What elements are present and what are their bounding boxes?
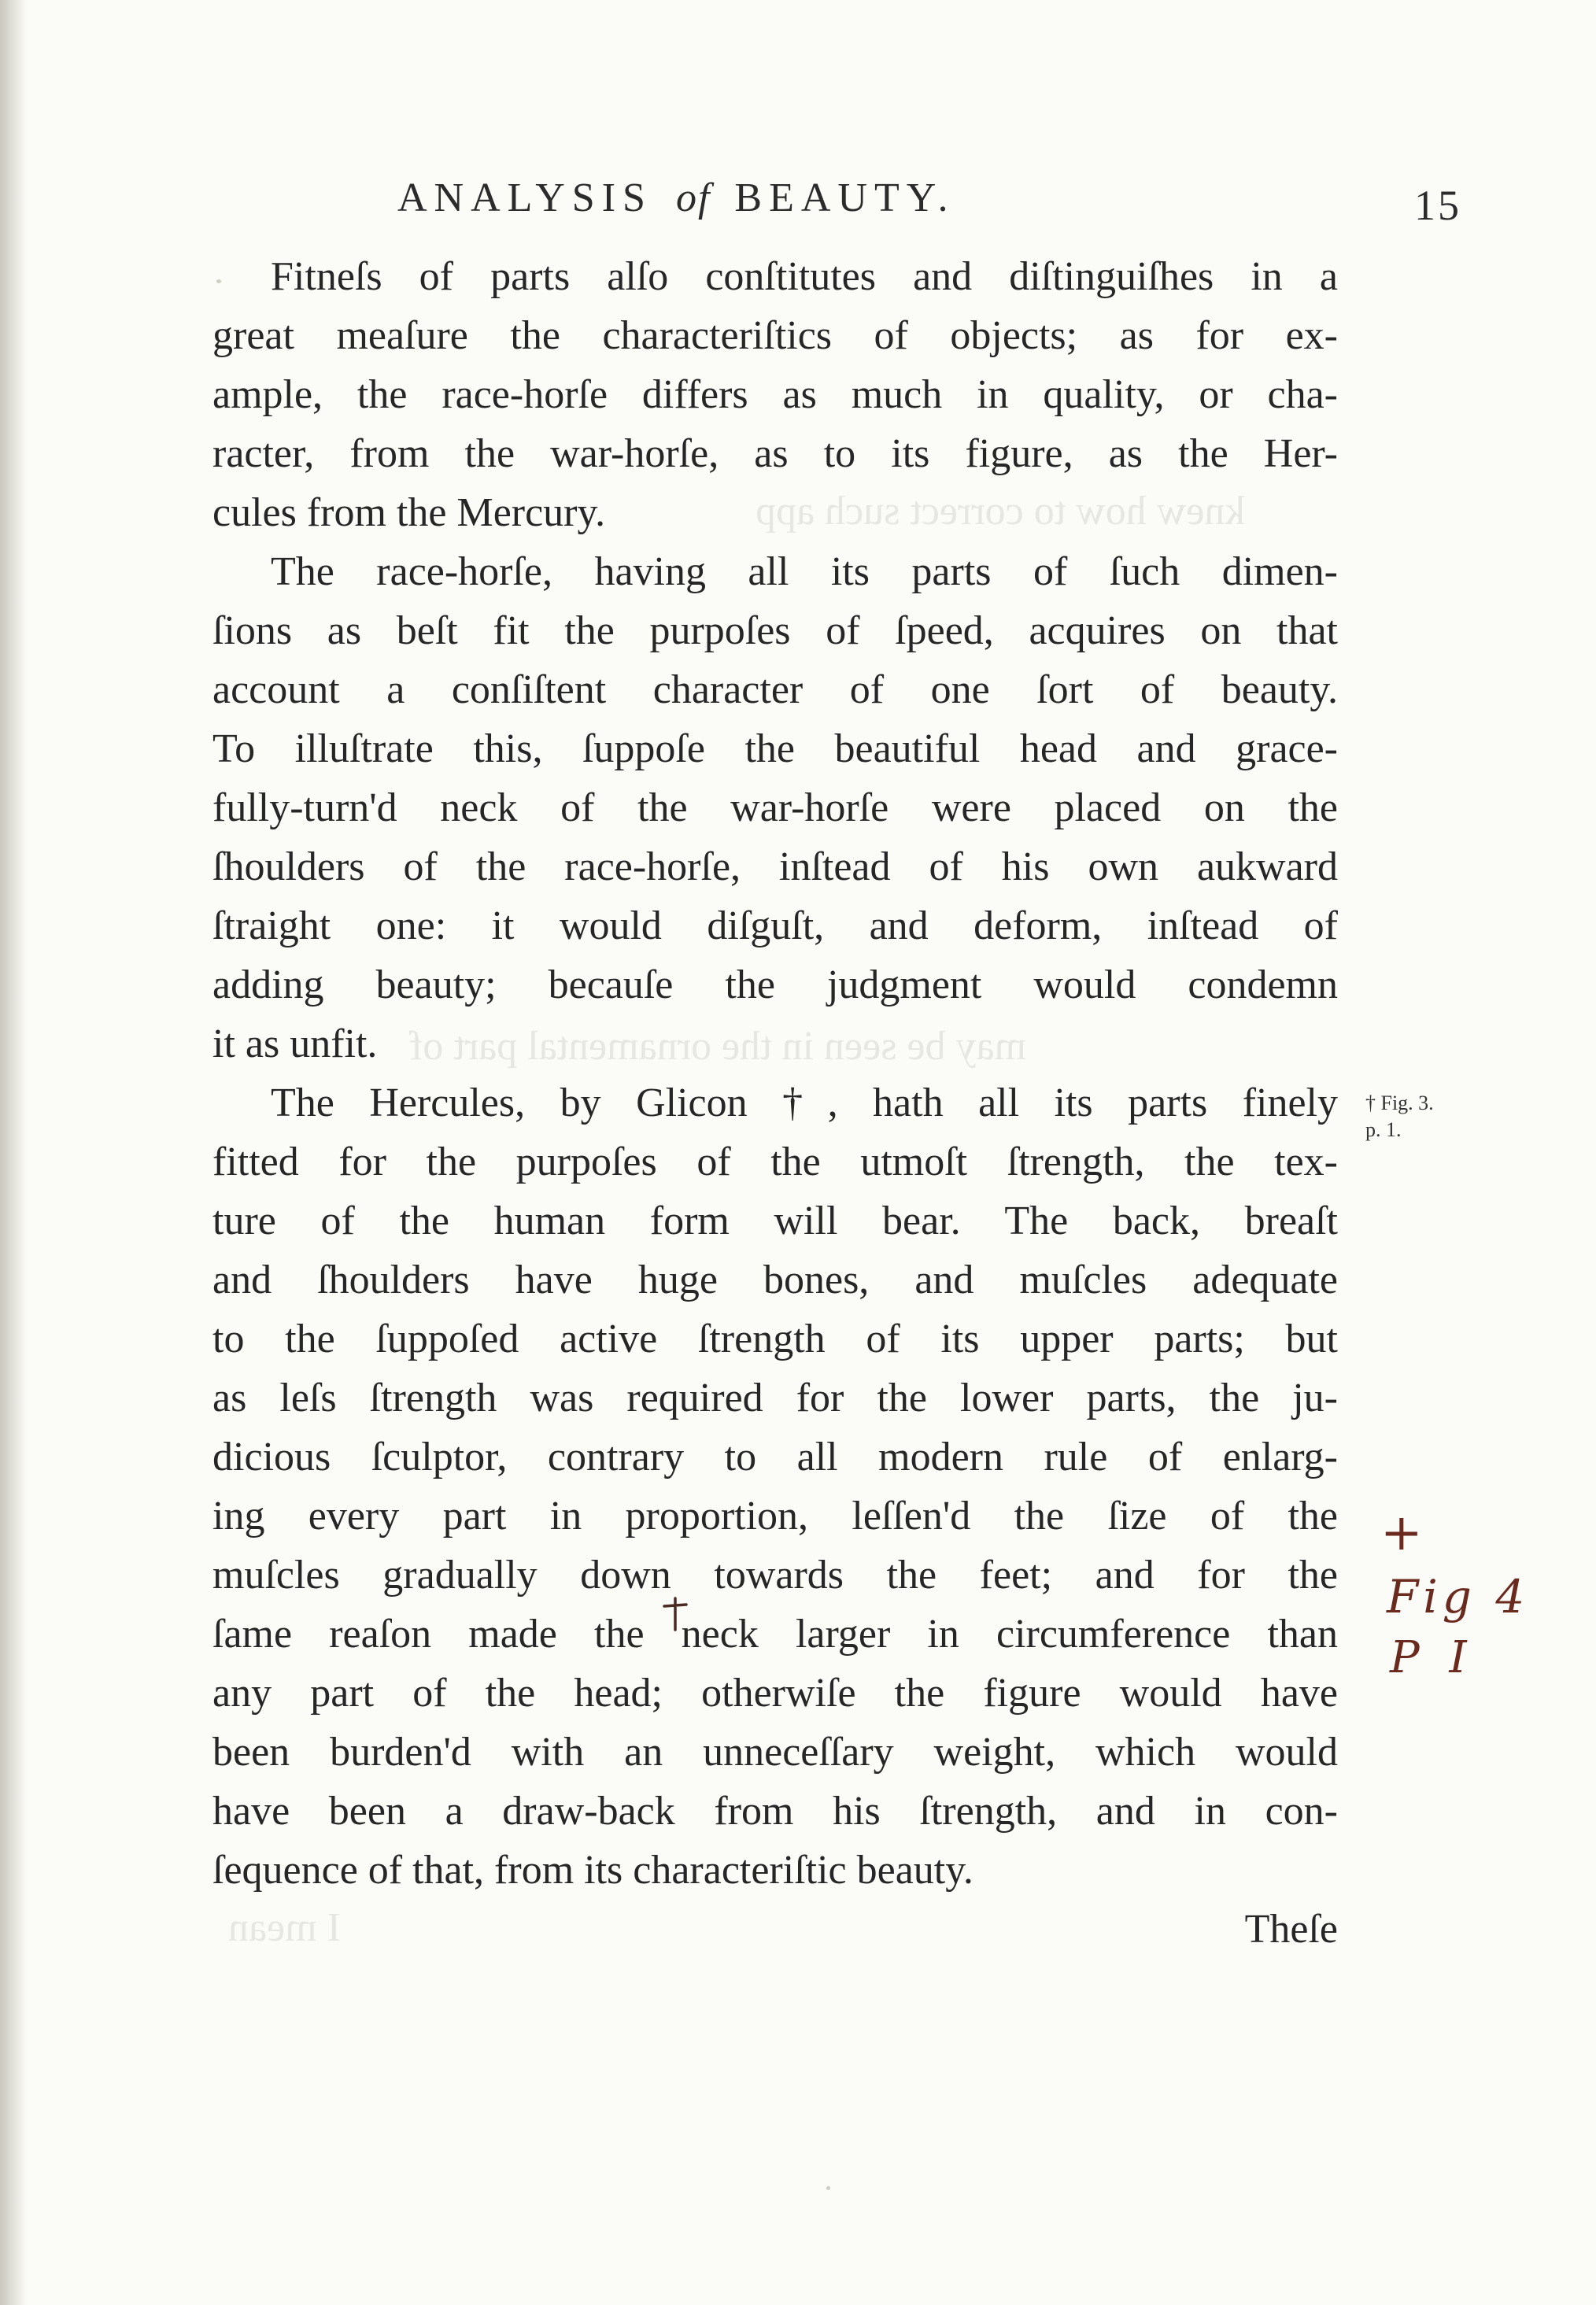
handwritten-annotation xyxy=(1376,1507,1541,1712)
text-line: fitted for the purpoſes of the utmoſt ſtrength, the tex- xyxy=(212,1140,1338,1184)
title-part-of: of xyxy=(675,175,711,220)
text-line: it as unfit. xyxy=(212,1021,378,1066)
handwritten-plate-ref: P I xyxy=(1390,1632,1475,1683)
text-line: ſequence of that, from its characteriſtic beauty. xyxy=(212,1848,973,1893)
page-number: 15 xyxy=(1414,182,1461,229)
show-through-text: I mean xyxy=(228,1905,341,1950)
text-line: cules from the Mercury. xyxy=(212,490,606,535)
text-line: account a conſiſtent character of one ſort of beauty. xyxy=(212,667,1338,712)
text-line: adding beauty; becauſe the judgment would condemn xyxy=(212,962,1338,1007)
title-part-analysis: ANALYSIS xyxy=(397,175,652,220)
text-line: To illuſtrate this, ſuppoſe the beautiful head and grace- xyxy=(212,726,1338,771)
text-line: any part of the head; otherwiſe the figure would have xyxy=(212,1671,1338,1716)
show-through-text: knew how to correct such app xyxy=(756,489,1246,534)
text-line: been burden'd with an unneceſſary weight, which would xyxy=(212,1730,1338,1775)
paper-speck xyxy=(216,279,221,283)
catchword: Theſe xyxy=(1244,1907,1338,1952)
text-line: to the ſuppoſed active ſtrength of its upper parts; but xyxy=(212,1317,1338,1361)
text-line: ſhoulders of the race-horſe, inſtead of his own aukward xyxy=(212,844,1338,889)
text-line: ſtraight one: it would diſguſt, and deform, inſtead of xyxy=(212,903,1338,948)
text-line: ample, the race-horſe differs as much in quality, or cha- xyxy=(212,372,1338,417)
text-line: ſame reaſon made the neck larger in circumference than xyxy=(212,1612,1338,1657)
paper-speck xyxy=(826,2186,830,2190)
marginal-reference-line: p. 1. xyxy=(1365,1118,1402,1141)
text-line: and ſhoulders have huge bones, and muſcles adequate xyxy=(212,1258,1338,1302)
text-line: great meaſure the characteriſtics of objects; as for ex- xyxy=(212,313,1338,358)
marginal-reference-line: † Fig. 3. xyxy=(1365,1092,1434,1114)
show-through-text: may be seen in the ornamental part of xyxy=(409,1024,1027,1069)
handwritten-figure-ref: Fig 4 xyxy=(1387,1570,1530,1623)
text-line: Fitneſs of parts alſo conſtitutes and diſtinguiſhes in a xyxy=(271,254,1338,299)
marginal-reference xyxy=(1365,1090,1434,1143)
text-line: The Hercules, by Glicon †, hath all its parts finely xyxy=(271,1080,1338,1125)
running-title xyxy=(397,175,955,221)
text-line: racter, from the war-horſe, as to its figure, as the Her- xyxy=(212,431,1338,476)
text-line: as leſs ſtrength was required for the lower parts, the ju- xyxy=(212,1376,1338,1420)
text-line: have been a draw-back from his ſtrength, and in con- xyxy=(212,1789,1338,1834)
title-part-beauty: BEAUTY. xyxy=(734,175,955,220)
text-line: dicious ſculptor, contrary to all modern rule of enlarg- xyxy=(212,1435,1338,1479)
text-line: fully-turn'd neck of the war-horſe were placed on the xyxy=(212,785,1338,830)
text-line: ture of the human form will bear. The back, breaſt xyxy=(212,1199,1338,1243)
handwritten-plus-mark: + xyxy=(1380,1507,1423,1562)
text-line: ſions as beſt fit the purpoſes of ſpeed, acquires on that xyxy=(212,608,1338,653)
handwritten-cross-mark xyxy=(659,1594,691,1633)
text-line: ing every part in proportion, leſſen'd the ſize of the xyxy=(212,1494,1338,1539)
text-line: The race-horſe, having all its parts of ſuch dimen- xyxy=(271,549,1338,594)
text-line: muſcles gradually down towards the feet; and for the xyxy=(212,1553,1338,1598)
